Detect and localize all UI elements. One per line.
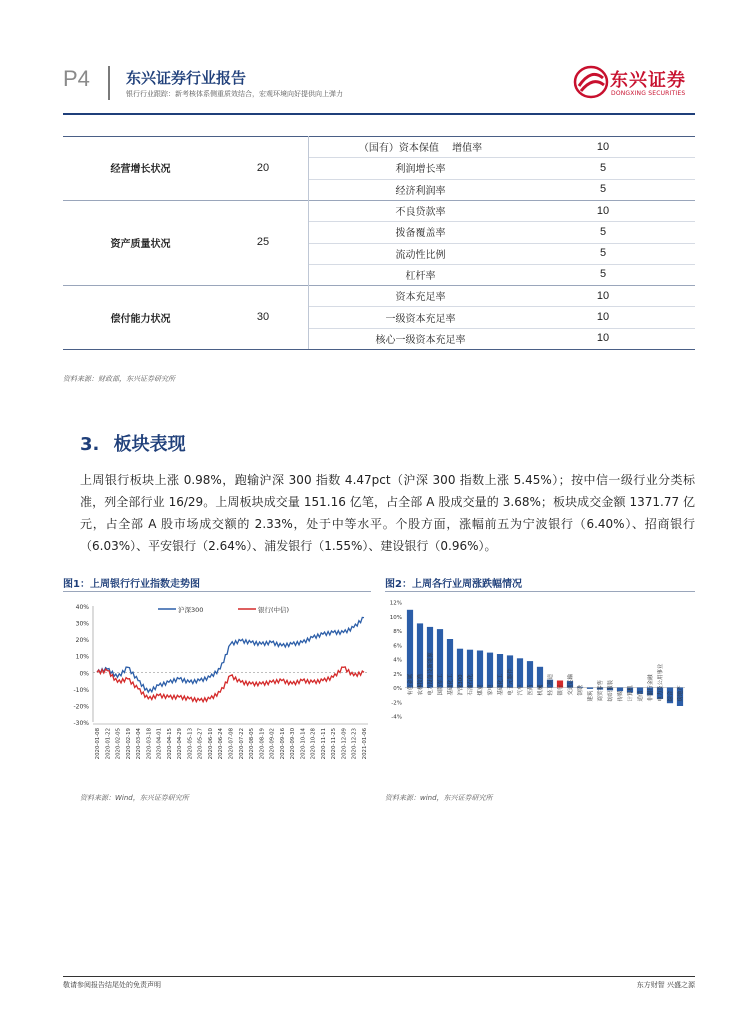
x-category-label: 计算机 (628, 685, 634, 702)
figure1-title: 图1：上周银行行业指数走势图 (63, 579, 200, 590)
y-tick-label: 2% (393, 671, 402, 678)
x-tick-label: 2020-07-22 (238, 728, 245, 760)
x-tick-label: 2020-06-24 (218, 728, 225, 760)
y-tick-label: -30% (73, 720, 89, 727)
x-tick-label: 2020-03-04 (136, 728, 143, 760)
x-tick-label: 2020-01-22 (105, 728, 112, 760)
x-tick-label: 2020-01-08 (95, 728, 101, 760)
indicator-weight: 5 (599, 247, 607, 260)
indicator-weight: 5 (599, 268, 607, 281)
x-category-label: 传媒 (618, 690, 624, 702)
y-tick-label: 8% (393, 629, 402, 635)
indicator-weight: 10 (596, 311, 610, 324)
indicator-name: 一级资本充足率 (385, 313, 456, 325)
x-category-label: 钢铁 (578, 684, 584, 696)
x-category-label: 有色金属 (408, 673, 414, 696)
column-divider (308, 285, 309, 349)
y-tick-label: -10% (73, 686, 89, 694)
x-category-label: 汽车 (518, 684, 524, 696)
legend-label-1: 银行(中信) (258, 606, 290, 614)
x-category-label: 交通运输 (568, 673, 574, 696)
bar (537, 667, 543, 688)
bar (587, 688, 593, 689)
x-tick-label: 2020-11-25 (331, 728, 338, 760)
x-tick-label: 2020-02-19 (125, 728, 132, 760)
category-label: 资产质量状况 (110, 238, 171, 250)
x-category-label: 基础化工 (448, 673, 454, 696)
x-category-label: 机械 (538, 684, 544, 696)
x-tick-label: 2020-02-05 (115, 728, 122, 760)
indicator-name: 不良贷款率 (395, 207, 446, 219)
category-label: 偿付能力状况 (110, 313, 171, 325)
x-tick-label: 2020-07-08 (228, 728, 235, 760)
indicator-weight: 10 (596, 332, 610, 345)
figure2-bar-chart (385, 594, 695, 790)
x-category-label: 电力及公用事业 (658, 663, 664, 702)
x-category-label: 建筑 (588, 690, 594, 702)
indicator-name: （国有）资本保值 增值率 (358, 143, 483, 155)
indicator-weight: 10 (596, 289, 610, 302)
legend-label-0: 沪深300 (178, 606, 204, 614)
x-category-label: 银行 (558, 684, 564, 696)
y-tick-label: 0% (393, 686, 402, 692)
company-logo (573, 63, 703, 101)
x-tick-label: 2020-10-28 (310, 728, 317, 760)
indicator-name: 杠杆率 (405, 270, 436, 282)
x-category-label: 沪深300 (458, 674, 464, 696)
y-tick-label: 30% (75, 620, 89, 628)
series-line-0 (97, 617, 364, 692)
x-category-label: 农林牧渔 (418, 673, 424, 696)
category-score: 25 (256, 236, 270, 249)
x-tick-label: 2020-04-01 (156, 728, 163, 760)
figure1-line-chart (63, 594, 373, 790)
y-tick-label: 6% (393, 643, 402, 650)
category-score: 20 (256, 161, 270, 174)
group-divider (63, 349, 695, 350)
y-tick-label: 4% (393, 657, 402, 664)
x-tick-label: 2020-03-18 (146, 728, 153, 760)
x-tick-label: 2020-08-05 (249, 728, 256, 760)
header-divider (108, 66, 110, 100)
x-tick-label: 2020-06-10 (207, 728, 214, 760)
page-number: P4 (63, 66, 90, 91)
figure2-source: 资料来源：wind，东兴证券研究所 (385, 794, 493, 802)
indicator-weight: 10 (596, 140, 610, 153)
section-title (80, 430, 186, 456)
x-category-label: 房地产 (678, 685, 684, 702)
x-tick-label: 2020-09-16 (279, 728, 286, 760)
x-category-label: 商贸零售 (598, 679, 604, 702)
x-tick-label: 2020-04-29 (177, 728, 184, 760)
section-title-text: 板块表现 (113, 434, 186, 455)
x-category-label: 综合 (668, 690, 674, 702)
figure2-rule (385, 591, 695, 592)
indicator-weight: 5 (599, 183, 607, 196)
y-tick-label: 20% (75, 637, 89, 645)
header-rule (63, 113, 695, 115)
category-label: 经营增长状况 (110, 164, 171, 176)
x-category-label: 纺织服装 (608, 679, 614, 702)
x-tick-label: 2020-11-11 (320, 728, 327, 760)
x-tick-label: 2020-09-02 (269, 728, 276, 760)
x-tick-label: 2020-09-30 (290, 728, 297, 760)
y-tick-label: 10% (389, 614, 402, 621)
column-divider (308, 200, 309, 285)
x-category-label: 石油石化 (468, 673, 474, 696)
logo-text: 东兴证券 (610, 70, 686, 91)
indicator-name: 资本充足率 (395, 292, 446, 304)
indicator-name: 经济利润率 (395, 185, 446, 197)
indicator-name: 流动性比例 (395, 249, 446, 261)
y-tick-label: 12% (389, 600, 402, 607)
table-source: 资料来源：财政部，东兴证券研究所 (63, 375, 175, 383)
indicator-name: 利润增长率 (395, 164, 446, 176)
x-category-label: 电力设备及新能源 (428, 652, 434, 696)
x-category-label: 电子元器件 (508, 668, 514, 696)
x-category-label: 煤炭 (478, 684, 484, 696)
bar (517, 658, 523, 687)
section-number: 3. (80, 434, 100, 455)
section-paragraph: 上周银行板块上涨 0.98%，跑输沪深 300 指数 4.47pct（沪深 300 指数上涨 5.45%）；按中信一级行业分类标准，列全部行业 16/29。上周板块成交量 151.16 亿笔，占全部 A 股成交量的 3.68%；板块成交金额 1371.77 亿元，占全部 A 股市场成交额的 2.33%，处于中等水平。个股方面，涨幅前五为宁波银行（6.40%）、招商银行（6.03%）、平安银行（2.64%）、浦发银行（1.55%）、建设银行（0.96%）。 (80, 473, 695, 553)
bar (527, 661, 533, 687)
indicator-weight: 10 (596, 204, 610, 217)
category-score: 30 (256, 311, 270, 324)
footer-rule (63, 976, 695, 977)
figure1-rule (63, 591, 371, 592)
report-title: 东兴证券行业报告 (126, 69, 247, 87)
y-tick-label: 0% (79, 670, 89, 678)
x-category-label: 家电 (488, 684, 494, 696)
report-subtitle: 银行行业跟踪：新考核体系侧重质效结合，宏观环境向好提供向上弹力 (126, 90, 343, 98)
indicator-weight: 5 (599, 225, 607, 238)
footer-disclaimer: 敬请参阅报告结尾处的免责声明 (63, 981, 161, 989)
x-tick-label: 2020-12-23 (351, 728, 358, 760)
indicator-name: 核心一级资本充足率 (375, 334, 466, 346)
x-category-label: 轻工制造 (548, 673, 554, 696)
column-divider (308, 136, 309, 200)
x-tick-label: 2020-05-13 (187, 728, 194, 760)
x-category-label: 国防军工 (438, 673, 444, 696)
y-tick-label: 40% (75, 604, 89, 611)
x-tick-label: 2021-01-06 (362, 728, 368, 760)
bar (477, 651, 483, 688)
x-category-label: 基础化工 (498, 673, 504, 696)
figure2-title: 图2：上周各行业周涨跌幅情况 (385, 579, 522, 590)
x-category-label: 医药 (528, 684, 534, 696)
logo-en: DONGXING SECURITIES (611, 90, 686, 97)
footer-slogan: 东方财智 兴盛之源 (636, 981, 695, 989)
indicator-name: 拨备覆盖率 (395, 228, 446, 240)
x-tick-label: 2020-08-19 (259, 728, 266, 760)
logo-emblem-icon (573, 64, 609, 100)
x-tick-label: 2020-04-15 (166, 728, 173, 760)
y-tick-label: -20% (73, 703, 89, 711)
x-tick-label: 2020-05-27 (197, 728, 204, 760)
x-tick-label: 2020-10-14 (300, 728, 307, 760)
x-category-label: 通信 (638, 690, 644, 702)
indicator-weight: 5 (599, 161, 607, 174)
y-tick-label: 10% (75, 653, 89, 661)
bar (487, 653, 493, 688)
figure1-source: 资料来源：Wind，东兴证券研究所 (80, 794, 189, 802)
y-tick-label: -4% (391, 714, 402, 721)
y-tick-label: -2% (391, 700, 402, 707)
x-category-label: 非银行金融 (648, 674, 654, 702)
x-tick-label: 2020-12-09 (341, 728, 348, 760)
bar (617, 688, 623, 692)
